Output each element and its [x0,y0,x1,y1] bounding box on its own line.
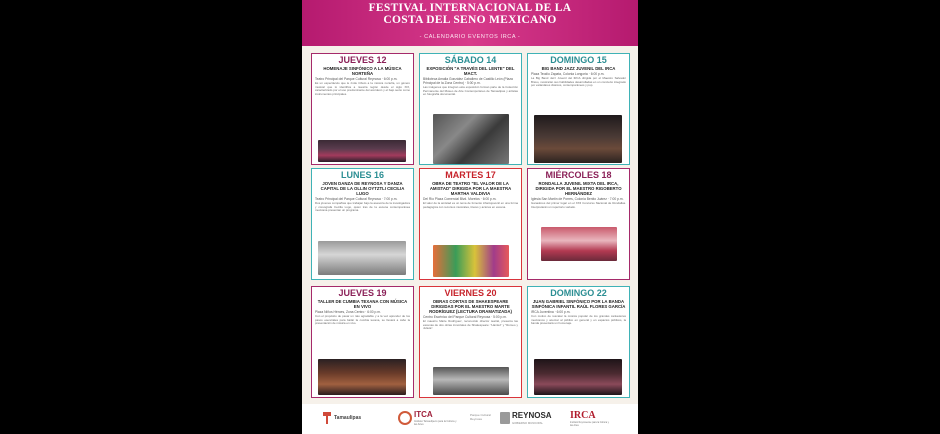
event-photo [534,115,622,163]
event-day: VIERNES 20 [444,288,497,298]
reynosa-logo: REYNOSA [512,411,552,420]
event-photo [318,241,406,275]
event-description: Con motivo de rescatar la música popular de los grandes cantautores mexicanos y acercar al público en general y en espacios públicos, la banda presentará un homenaje. [531,314,626,325]
calendar-subtitle: - CALENDARIO EVENTOS IRCA - [419,34,521,40]
event-title: TALLER DE CUMBIA TEXANA CON MÚSICA EN VIVO [317,299,408,309]
event-day: JUEVES 19 [338,288,387,298]
event-card [419,168,522,280]
event-title: BIG BAND JAZZ JUVENIL DEL IRCA [541,66,616,71]
reynosa-subtitle: GOBIERNO MUNICIPAL [512,421,543,425]
festival-title-line2: COSTA DEL SENO MEXICANO [383,14,557,26]
event-venue: Del Río Plaza Comercial Blvd. Morelos · 6:00 p.m. [423,197,497,201]
event-venue: Teatro Principal del Parque Cultural Reynosa · 6:00 p.m. [315,77,398,81]
event-venue: Plaza Niños Héroes, Zona Centro · 6:00 p.m. [315,310,381,314]
irca-logo: IRCA [570,410,596,421]
event-title: RONDALLA JUVENIL MIXTA DEL IRCA, DIRIGIDA POR EL MAESTRO RIGOBERTO HERNÁNDEZ [535,181,622,196]
event-day: MIÉRCOLES 18 [545,170,612,180]
event-day: DOMINGO 15 [550,55,607,65]
event-card [527,286,630,398]
event-venue: Plaza Teodio Zapata, Colonia Longoria · 6:00 p.m. [531,72,605,76]
event-description: Es un espectáculo que le rinde tributo a la música norteña, un género musical que lo identifica a nuestra región desde el siglo XIX, caracterizado por el uso predominante del acordeón y el bajo sexto como instrumentos principales. [315,81,410,96]
event-title: OBRAS CORTAS DE SHAKESPEARE DIRIGIDAS POR EL MAESTRO MARTE RODRÍGUEZ (LECTURA DRAMATIZADA) [429,299,512,314]
event-venue: Teatro Principal del Parque Cultural Reynosa · 7:00 p.m. [315,197,398,201]
event-description: Las imágenes que integran esta exposición forman parte de la Colección Permanente del Museo de Arte Contemporáneo de Tamaulipas y artistas en fotografía documental. [423,85,518,96]
event-venue: Centro Escénico del Parque Cultural Reynosa · 5:00 p.m. [423,315,507,319]
event-photo [433,114,509,164]
event-title: OBRA DE TEATRO "EL VALOR DE LA AMISTAD" DIRIGIDA POR LA MAESTRA MARTHA VALDIVIA [429,181,512,196]
event-title: JOVEN DANZA DE REYNOSA Y DANZA CAPITAL DE LA OLLIN OYTZTLI CECILIA LUGO [320,181,405,196]
event-description: Dos jóvenes compañías que trabajan bajo la asesoría de la investigadora y coreógrafa Cecilia Lugo, quien tras de la escena contemporánea mexicana presentan un programa. [315,201,410,212]
event-photo [534,359,622,395]
event-photo [318,359,406,395]
event-card [419,53,522,165]
event-description: Con el propósito de pasar un rato agradable y a la vez aprender de los pasos esenciales para bailar la cumbia texana, se llevará a cabo la presentación de música en vivo. [315,314,410,325]
festival-banner [302,0,638,46]
festival-title-line1: FESTIVAL INTERNACIONAL DE LA [368,2,572,14]
event-photo [433,367,509,395]
event-day: JUEVES 12 [338,55,387,65]
event-description: La Big Band Jazz Juvenil del IRCA dirigida por el Maestro Salvador Bravo, mostrarán sus habilidades desarrolladas en un concierto integrado por estándares clásicos, contemporáneos y pop. [531,76,626,87]
event-description: El valor de la amistad es un tema de fomento infantojuvenil en una forma pedagógica con recursos musicales, títeres y actores en escena. [423,201,518,209]
event-photo [433,245,509,277]
event-poster [302,0,638,434]
event-card [311,168,414,280]
event-description: Ganadores del primer lugar en el XXII Concurso Nacional de Rondallas. Interpretarán un repertorio variado. [531,201,626,209]
event-photo [318,140,406,162]
event-day: MARTES 17 [445,170,496,180]
irca-subtitle: Instituto Reynosense para la Cultura y las Artes [570,422,609,427]
event-card [311,286,414,398]
tamaulipas-logo: Tamaulipas [334,415,362,421]
event-title: EXPOSICIÓN "A TRAVÉS DEL LENTE" DEL MACT. [426,66,515,76]
event-description: El maestro Marte Rodríguez, reconocido director teatral, presenta las escenas de dos obras inmortales de Shakespeare: "Hamlet" y "Romeo y Julieta". [423,319,518,330]
event-card [527,168,630,280]
itca-logo: ITCA [414,410,433,419]
event-card [419,286,522,398]
event-venue: IRCA Juventina · 6:00 p.m. [531,310,571,314]
event-day: DOMINGO 22 [550,288,607,298]
itca-subtitle: Instituto Tamaulipeco para la Cultura y las Artes [414,420,457,426]
event-title: JUAN GABRIEL SINFÓNICO POR LA BANDA SINFÓNICA INFANTIL RAÚL FLORES GARCÍA [531,299,626,309]
event-venue: Biblioteca Amalia González Caballero de Castillo León (Plaza Principal de la Zona Centro) · 5:00 p.m. [423,77,513,85]
parque-cultural-logo: Parque Cultural Reynosa [470,413,491,421]
event-photo [541,227,617,261]
reynosa-shield-icon [500,412,510,424]
event-day: LUNES 16 [340,170,384,180]
itca-emblem-icon [398,411,412,425]
sponsor-footer [302,404,638,434]
event-venue: Iglesia San Martín de Porres, Colonia Benito Juárez · 7:00 p.m. [531,197,624,201]
event-card [527,53,630,165]
tamaulipas-emblem-icon [322,411,332,425]
event-title: HOMENAJE SINFÓNICO A LA MÚSICA NORTEÑA [323,66,402,76]
event-day: SÁBADO 14 [444,55,497,65]
event-card [311,53,414,165]
